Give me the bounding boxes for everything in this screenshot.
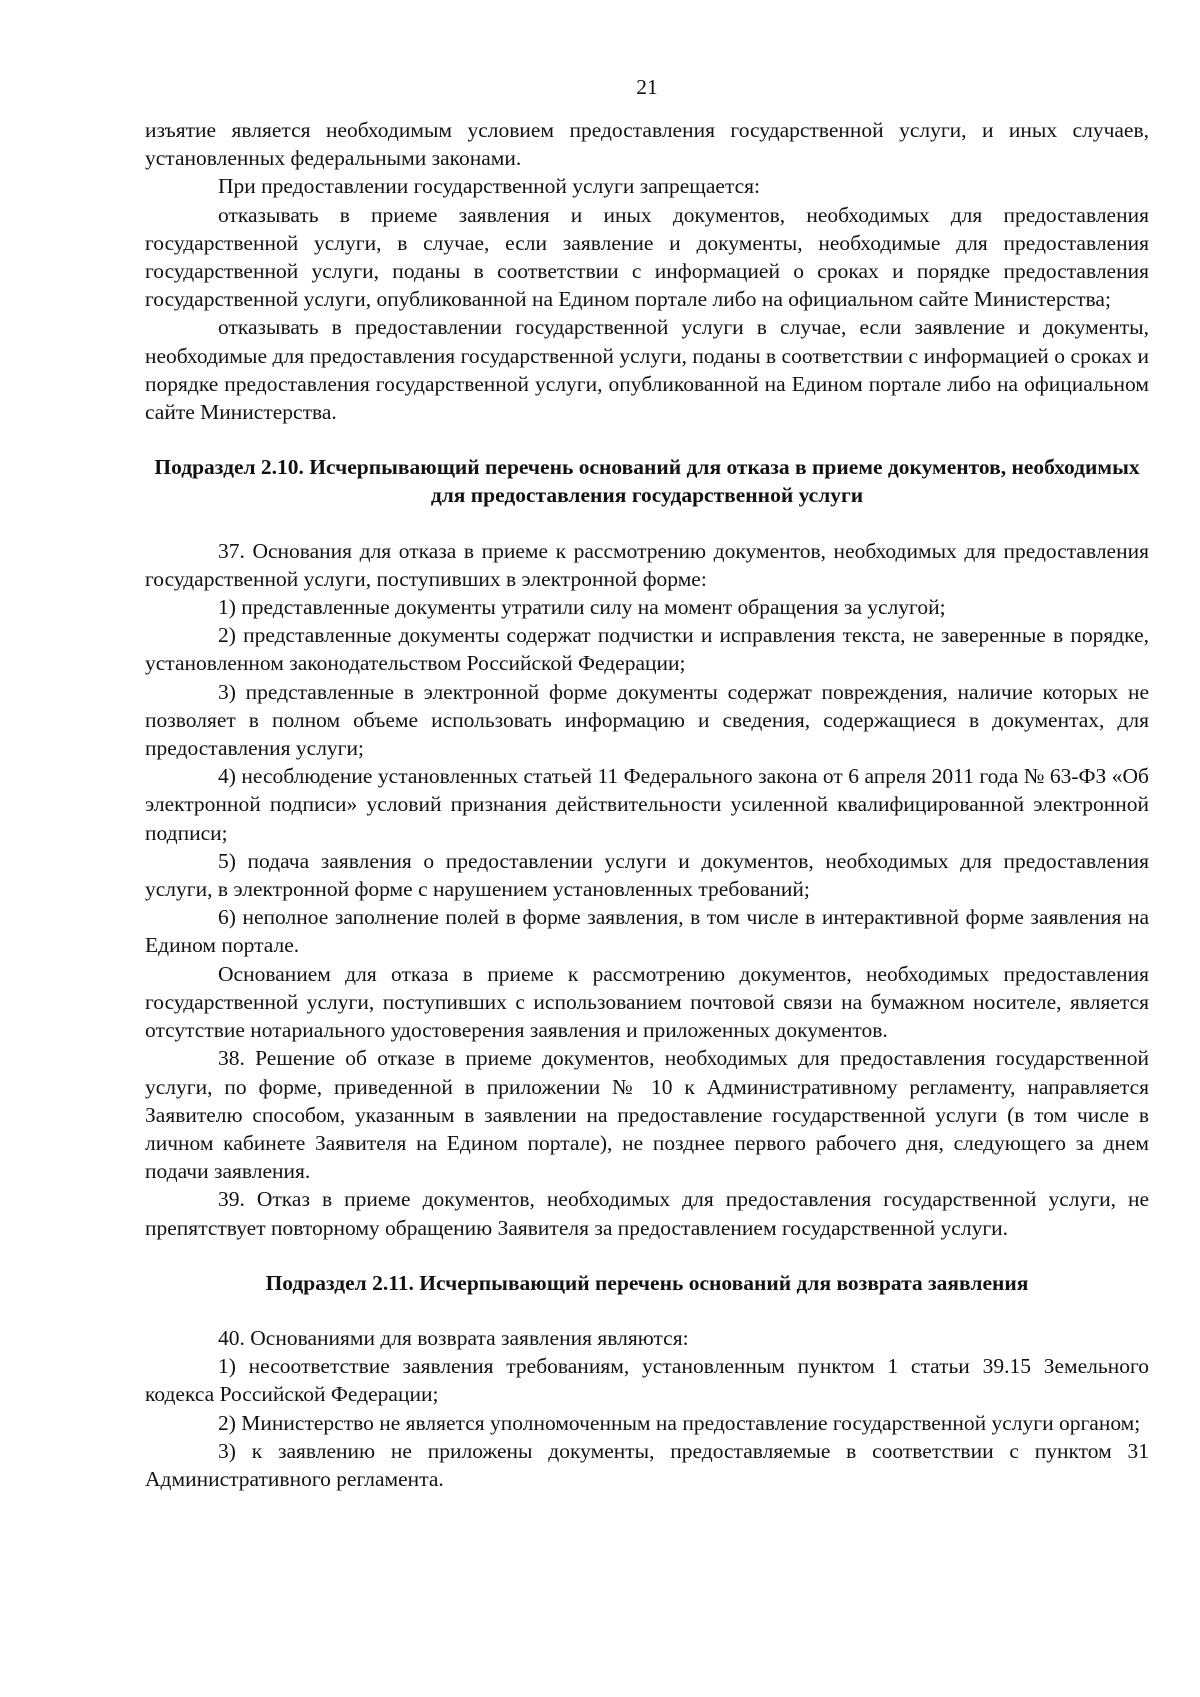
- paragraph-postal-refusal: Основанием для отказа в приеме к рассмотрению документов, необходимых предоставления государственной услуги, поступивших с использованием почтовой связи на бумажном носителе, является отсутствие нотариального удостоверения заявления и приложенных документов.: [145, 961, 1149, 1043]
- list-item: 1) несоответствие заявления требованиям, установленным пунктом 1 статьи 39.15 Земельного кодекса Российской Федерации;: [145, 1354, 1149, 1407]
- section-heading-2-10: Подраздел 2.10. Исчерпывающий перечень оснований для отказа в приеме документов, необходимых для предоставления государственной услуги: [154, 455, 1140, 508]
- page-number: 21: [636, 75, 658, 99]
- list-item: 3) к заявлению не приложены документы, предоставляемые в соответствии с пунктом 31 Административного регламента.: [145, 1438, 1149, 1491]
- paragraph-item-40: 40. Основаниями для возврата заявления являются:: [218, 1325, 689, 1350]
- paragraph-item-39: 39. Отказ в приеме документов, необходимых для предоставления государственной услуги, не препятствует повторному обращению Заявителя за предоставлением государственной услуги.: [145, 1187, 1149, 1240]
- paragraph-prohibited-intro: При предоставлении государственной услуги запрещается:: [218, 174, 761, 199]
- list-item: 2) представленные документы содержат подчистки и исправления текста, не заверенные в порядке, установленном законодательством Российской Федерации;: [145, 623, 1149, 676]
- paragraph-prohibited-item: отказывать в предоставлении государственной услуги в случае, если заявление и документы, необходимые для предоставления государственной услуги, поданы в соответствии с информацией о сроках и порядке предоставления государственной услуги, опубликованной на Едином портале либо на официальном сайте Министерства.: [145, 315, 1149, 425]
- list-item: 3) представленные в электронной форме документы содержат повреждения, наличие которых не позволяет в полном объеме использовать информацию и сведения, содержащиеся в документах, для предоставления услуги;: [145, 679, 1149, 761]
- section-heading-2-11: Подраздел 2.11. Исчерпывающий перечень оснований для возврата заявления: [265, 1270, 1029, 1295]
- list-item: 2) Министерство не является уполномоченным на предоставление государственной услуги органом;: [218, 1410, 1141, 1435]
- list-item: 6) неполное заполнение полей в форме заявления, в том числе в интерактивной форме заявления на Едином портале.: [145, 905, 1149, 958]
- list-item: 4) несоблюдение установленных статьей 11 Федерального закона от 6 апреля 2011 года № 63-ФЗ «Об электронной подписи» условий признания действительности усиленной квалифицированной электронной подписи;: [145, 764, 1149, 845]
- paragraph-prohibited-item: отказывать в приеме заявления и иных документов, необходимых для предоставления государственной услуги, в случае, если заявление и документы, необходимые для предоставления государственной услуги, поданы в соответствии с информацией о сроках и порядке предоставления государственной услуги, опубликованной на Едином портале либо на официальном сайте Министерства;: [145, 202, 1149, 312]
- list-item: 5) подача заявления о предоставлении услуги и документов, необходимых для предоставления услуги, в электронной форме с нарушением установленных требований;: [145, 848, 1149, 902]
- document-page: [145, 58, 1149, 1493]
- paragraph-continuation: изъятие является необходимым условием предоставления государственной услуги, и иных случаев, установленных федеральными законами.: [145, 118, 1149, 171]
- paragraph-item-37: 37. Основания для отказа в приеме к рассмотрению документов, необходимых для предоставления государственной услуги, поступивших в электронной форме:: [145, 538, 1149, 591]
- list-item: 1) представленные документы утратили силу на момент обращения за услугой;: [218, 595, 946, 620]
- paragraph-item-38: 38. Решение об отказе в приеме документов, необходимых для предоставления государственной услуги, по форме, приведенной в приложении № 10 к Административному регламенту, направляется Заявителю способом, указанным в заявлении на предоставление государственной услуги (в том числе в личном кабинете Заявителя на Едином портале), не позднее первого рабочего дня, следующего за днем подачи заявления.: [145, 1046, 1149, 1184]
